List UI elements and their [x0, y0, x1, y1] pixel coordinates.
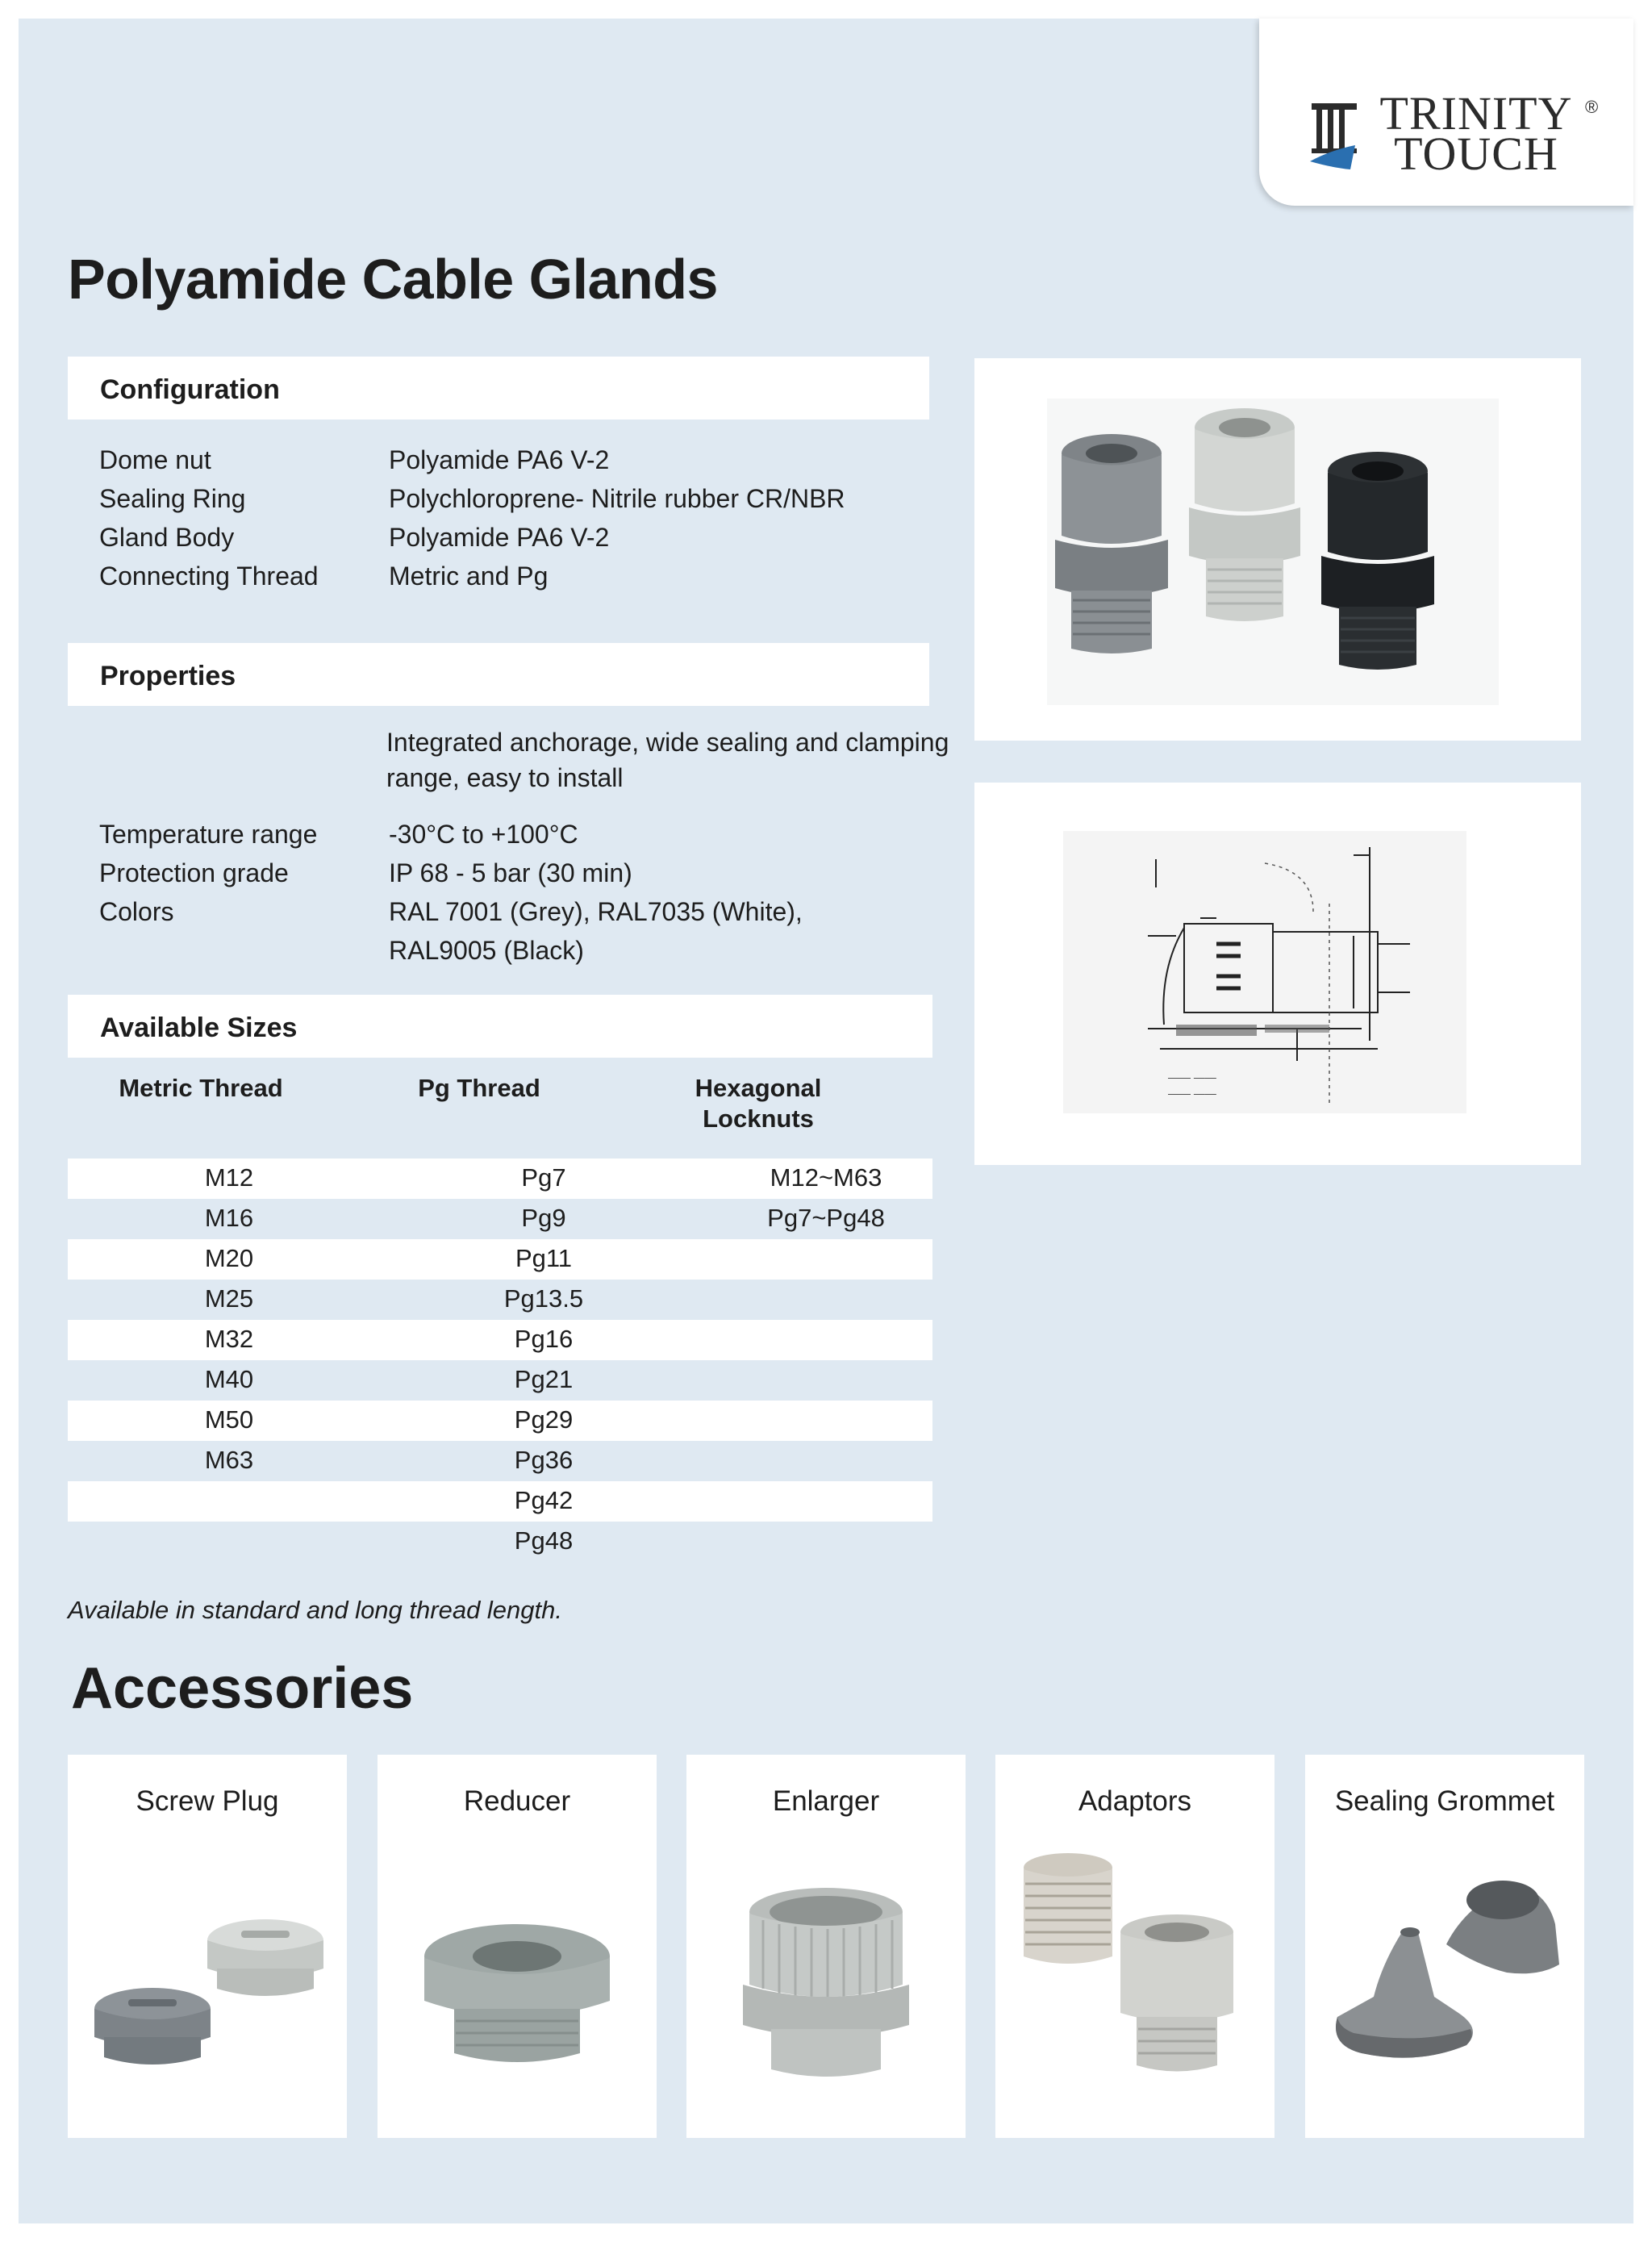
page-title: Polyamide Cable Glands — [68, 248, 718, 311]
brand-line-2: TOUCH — [1394, 127, 1558, 180]
accessory-card-enlarger — [686, 1755, 966, 2138]
sizes-header — [68, 995, 932, 1058]
properties-label-protection: Protection grade — [99, 858, 289, 887]
properties-header — [68, 643, 929, 706]
properties-heading: Properties — [100, 661, 236, 691]
sizes-heading: Available Sizes — [100, 1012, 298, 1043]
configuration-value-connecting-thread: Metric and Pg — [389, 562, 549, 591]
locknut-cell: M12~M63 — [770, 1163, 882, 1192]
screw-plug-photo-icon — [68, 1835, 347, 2126]
configuration-label-sealing-ring: Sealing Ring — [99, 484, 246, 513]
table-row — [68, 1320, 932, 1360]
table-row — [68, 1280, 932, 1320]
properties-value-protection: IP 68 - 5 bar (30 min) — [389, 858, 632, 887]
cable-glands-photo-icon — [974, 358, 1581, 741]
table-row — [68, 1239, 932, 1280]
configuration-value-dome-nut: Polyamide PA6 V-2 — [389, 445, 610, 474]
column-header-hexagonal — [673, 1073, 844, 1134]
pg-cell: Pg9 — [521, 1204, 566, 1232]
configuration-value-gland-body: Polyamide PA6 V-2 — [389, 523, 610, 552]
accessory-label: Reducer — [463, 1785, 571, 1817]
pg-cell: Pg13.5 — [503, 1284, 584, 1313]
technical-drawing-icon — [974, 783, 1581, 1165]
table-row — [68, 1159, 932, 1199]
metric-cell: M63 — [204, 1446, 254, 1474]
configuration-header — [68, 357, 929, 420]
properties-value-temperature: -30°C to +100°C — [389, 820, 578, 849]
accessory-label: Adaptors — [1078, 1785, 1192, 1817]
product-photo-panel — [974, 358, 1581, 741]
metric-cell: M16 — [204, 1204, 254, 1232]
accessory-card-sealing-grommet — [1305, 1755, 1584, 2138]
pg-cell: Pg11 — [515, 1244, 573, 1272]
accessory-label: Enlarger — [772, 1785, 880, 1817]
properties-intro-line-2: range, easy to install — [386, 763, 624, 792]
sealing-grommet-photo-icon — [1305, 1835, 1584, 2126]
technical-drawing-panel — [974, 783, 1581, 1165]
thread-length-note: Available in standard and long thread length. — [68, 1596, 562, 1624]
pg-cell: Pg48 — [514, 1526, 574, 1555]
pg-cell: Pg42 — [514, 1486, 574, 1514]
accessory-card-adaptors — [995, 1755, 1274, 2138]
metric-cell: M50 — [204, 1405, 254, 1434]
accessory-card-reducer — [378, 1755, 657, 2138]
properties-label-temperature: Temperature range — [99, 820, 318, 849]
table-row — [68, 1522, 932, 1562]
properties-intro-line-1: Integrated anchorage, wide sealing and clamping — [386, 728, 949, 757]
pg-cell: Pg36 — [514, 1446, 574, 1474]
svg-text:—— ——: —— —— — [1168, 1087, 1216, 1100]
brand-name — [1371, 87, 1581, 180]
accessory-label: Sealing Grommet — [1334, 1785, 1555, 1817]
properties-label-colors: Colors — [99, 897, 174, 926]
registered-mark: ® — [1585, 97, 1599, 117]
metric-cell: M20 — [204, 1244, 254, 1272]
configuration-heading: Configuration — [100, 374, 280, 405]
configuration-value-sealing-ring: Polychloroprene- Nitrile rubber CR/NBR — [389, 484, 845, 513]
svg-text:—— ——: —— —— — [1168, 1071, 1216, 1083]
table-row — [68, 1360, 932, 1401]
properties-value-colors: RAL 7001 (Grey), RAL7035 (White), — [389, 897, 803, 926]
metric-cell: M40 — [204, 1365, 254, 1393]
trinity-touch-logo-icon — [1308, 95, 1365, 176]
table-row — [68, 1199, 932, 1239]
metric-cell: M25 — [204, 1284, 254, 1313]
accessory-label: Screw Plug — [136, 1785, 279, 1817]
column-header-hexagonal-line-2: Locknuts — [703, 1104, 814, 1133]
enlarger-photo-icon — [686, 1835, 966, 2126]
column-header-metric: Metric Thread — [119, 1074, 283, 1102]
pg-cell: Pg29 — [514, 1405, 574, 1434]
configuration-label-connecting-thread: Connecting Thread — [99, 562, 319, 591]
adaptors-photo-icon — [995, 1835, 1274, 2126]
configuration-label-dome-nut: Dome nut — [99, 445, 211, 474]
table-row — [68, 1401, 932, 1441]
pg-cell: Pg21 — [514, 1365, 574, 1393]
table-row — [68, 1441, 932, 1481]
properties-intro — [386, 724, 949, 795]
accessory-card-screw-plug — [68, 1755, 347, 2138]
locknut-cell: Pg7~Pg48 — [767, 1204, 885, 1232]
table-row — [68, 1481, 932, 1522]
column-header-pg: Pg Thread — [418, 1074, 540, 1102]
brand-line-1: TRINITY — [1379, 87, 1573, 140]
metric-cell: M32 — [204, 1325, 254, 1353]
configuration-label-gland-body: Gland Body — [99, 523, 235, 552]
pg-cell: Pg7 — [521, 1163, 566, 1192]
reducer-photo-icon — [378, 1835, 657, 2126]
metric-cell: M12 — [204, 1163, 254, 1192]
properties-value-colors-line-2: RAL9005 (Black) — [389, 936, 584, 965]
column-header-hexagonal-line-1: Hexagonal — [695, 1074, 822, 1102]
pg-cell: Pg16 — [514, 1325, 574, 1353]
accessories-heading: Accessories — [71, 1656, 414, 1721]
